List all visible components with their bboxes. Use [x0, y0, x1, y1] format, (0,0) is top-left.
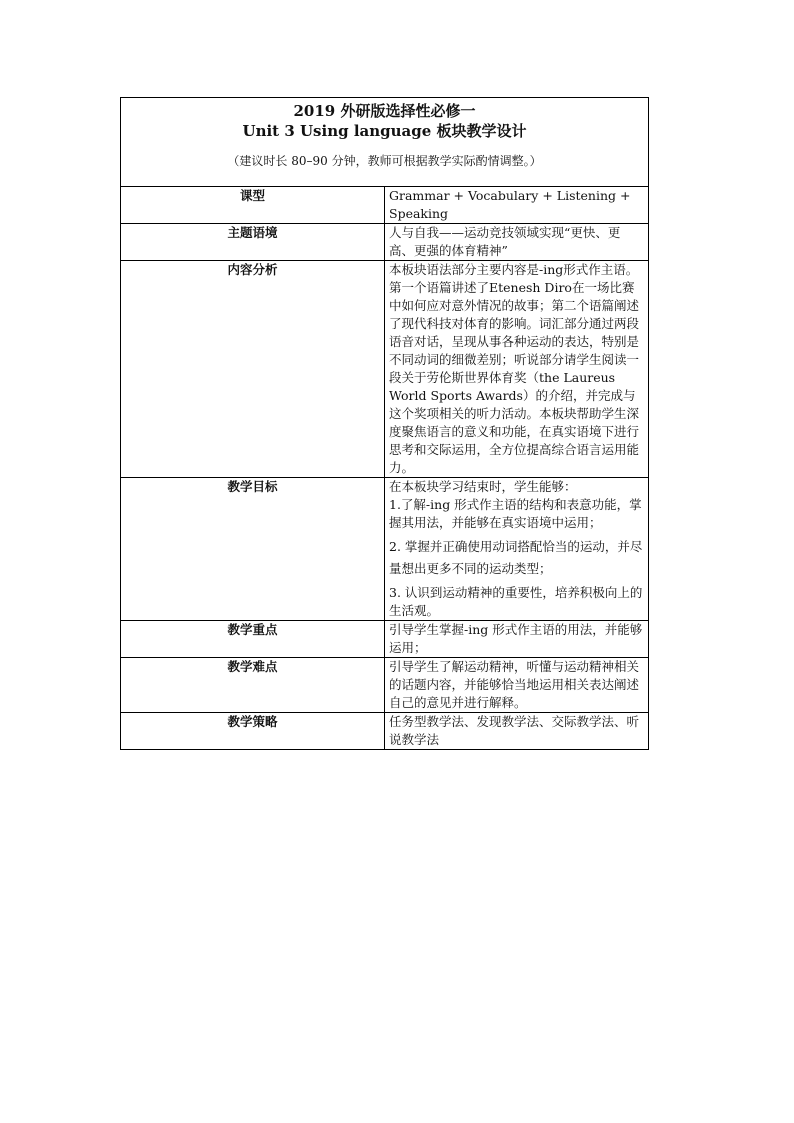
row-content-strategies: 任务型教学法、发现教学法、交际教学法、听说教学法: [385, 713, 649, 750]
objective-item-2: 2. 掌握并正确使用动词搭配恰当的运动，并尽量想出更多不同的运动类型；: [389, 539, 643, 576]
table-row: [121, 713, 649, 750]
row-label-analysis: 内容分析: [121, 261, 385, 478]
row-label-difficulties: 教学难点: [121, 658, 385, 713]
row-content-type: Grammar + Vocabulary + Listening + Speaking: [385, 187, 649, 224]
objective-item-1: 1.了解-ing 形式作主语的结构和表意功能，掌握其用法，并能够在真实语境中运用；: [389, 497, 642, 530]
row-label-theme: 主题语境: [121, 224, 385, 261]
row-content-key-points: 引导学生掌握-ing 形式作主语的用法，并能够运用；: [385, 621, 649, 658]
row-content-analysis: 本板块语法部分主要内容是-ing形式作主语。第一个语篇讲述了Etenesh Diro在一场比赛中如何应对意外情况的故事；第二个语篇阐述了现代科技对体育的影响。词汇部分通过两段语音对话，呈现从事各种运动的表达，特别是不同动词的细微差别；听说部分请学生阅读一段关于劳伦斯世界体育奖（the Laureus World Sports Awards）的介绍，并完成与这个奖项相关的听力活动。本板块帮助学生深度聚焦语言的意义和功能，在真实语境下进行思考和交际运用，全方位提高综合语言运用能力。: [385, 261, 649, 478]
table-row: [121, 261, 649, 478]
table-row: [121, 658, 649, 713]
title-row: [121, 98, 649, 187]
title-cell: [121, 98, 649, 187]
row-content-theme: 人与自我——运动竞技领域实现“更快、更高、更强的体育精神”: [385, 224, 649, 261]
document-subtitle: Unit 3 Using language 板块教学设计: [242, 122, 527, 140]
row-label-type: 课型: [121, 187, 385, 224]
table-row: [121, 621, 649, 658]
table-row: [121, 187, 649, 224]
table-row: [121, 224, 649, 261]
row-label-strategies: 教学策略: [121, 713, 385, 750]
lesson-plan-table: [120, 97, 649, 750]
table-row: [121, 478, 649, 621]
duration-note: （建议时长 80–90 分钟，教师可根据教学实际酌情调整。）: [227, 154, 542, 168]
row-label-objectives: 教学目标: [121, 478, 385, 621]
row-content-objectives: [385, 478, 649, 621]
objectives-intro: 在本板块学习结束时，学生能够：: [389, 479, 577, 494]
objective-item-3: 3. 认识到运动精神的重要性，培养积极向上的生活观。: [389, 585, 643, 618]
document-title: 2019 外研版选择性必修一: [293, 102, 476, 120]
row-content-difficulties: 引导学生了解运动精神，听懂与运动精神相关的话题内容，并能够恰当地运用相关表达阐述自己的意见并进行解释。: [385, 658, 649, 713]
row-label-key-points: 教学重点: [121, 621, 385, 658]
